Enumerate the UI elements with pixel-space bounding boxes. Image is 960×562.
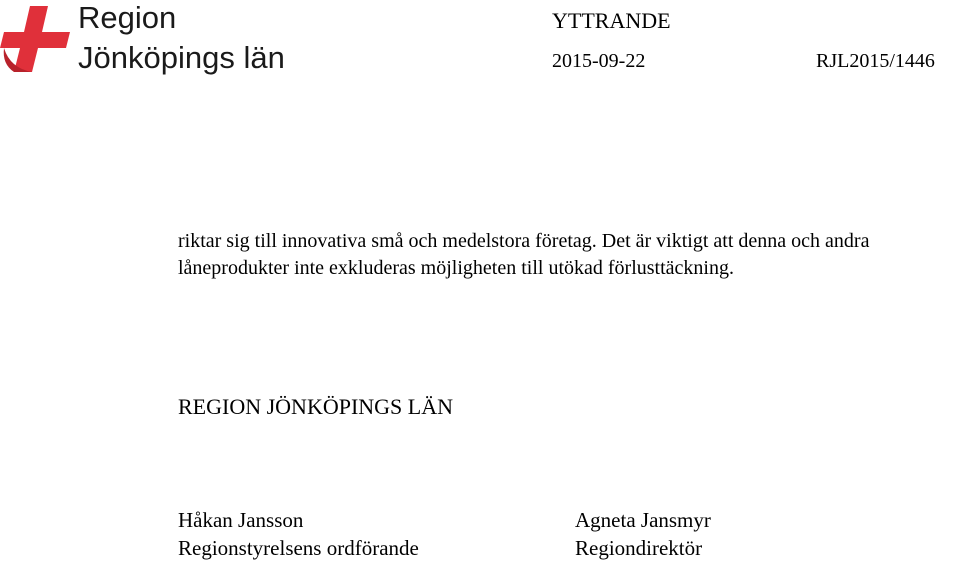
document-date: 2015-09-22 [552,50,646,72]
logo-text-region: Region [78,0,177,35]
signature-block-right [575,506,711,562]
organization-name: REGION JÖNKÖPINGS LÄN [178,394,453,419]
document-reference: RJL2015/1446 [816,50,935,72]
signature-block-left [178,506,419,562]
signatory-title: Regiondirektör [575,536,703,560]
signatory-title: Regionstyrelsens ordförande [178,536,419,560]
region-cross-logo-icon [0,2,72,74]
region-logo [0,0,310,80]
signatory-name: Håkan Jansson [178,508,304,532]
signatory-name: Agneta Jansmyr [575,508,711,532]
logo-text-county: Jönköpings län [78,40,285,75]
body-paragraph: riktar sig till innovativa små och medelstora företag. Det är viktigt att denna och andra låneprodukter inte exkluderas möjligheten till utökad förlusttäckning. [178,230,870,279]
document-type: YTTRANDE [552,8,671,33]
